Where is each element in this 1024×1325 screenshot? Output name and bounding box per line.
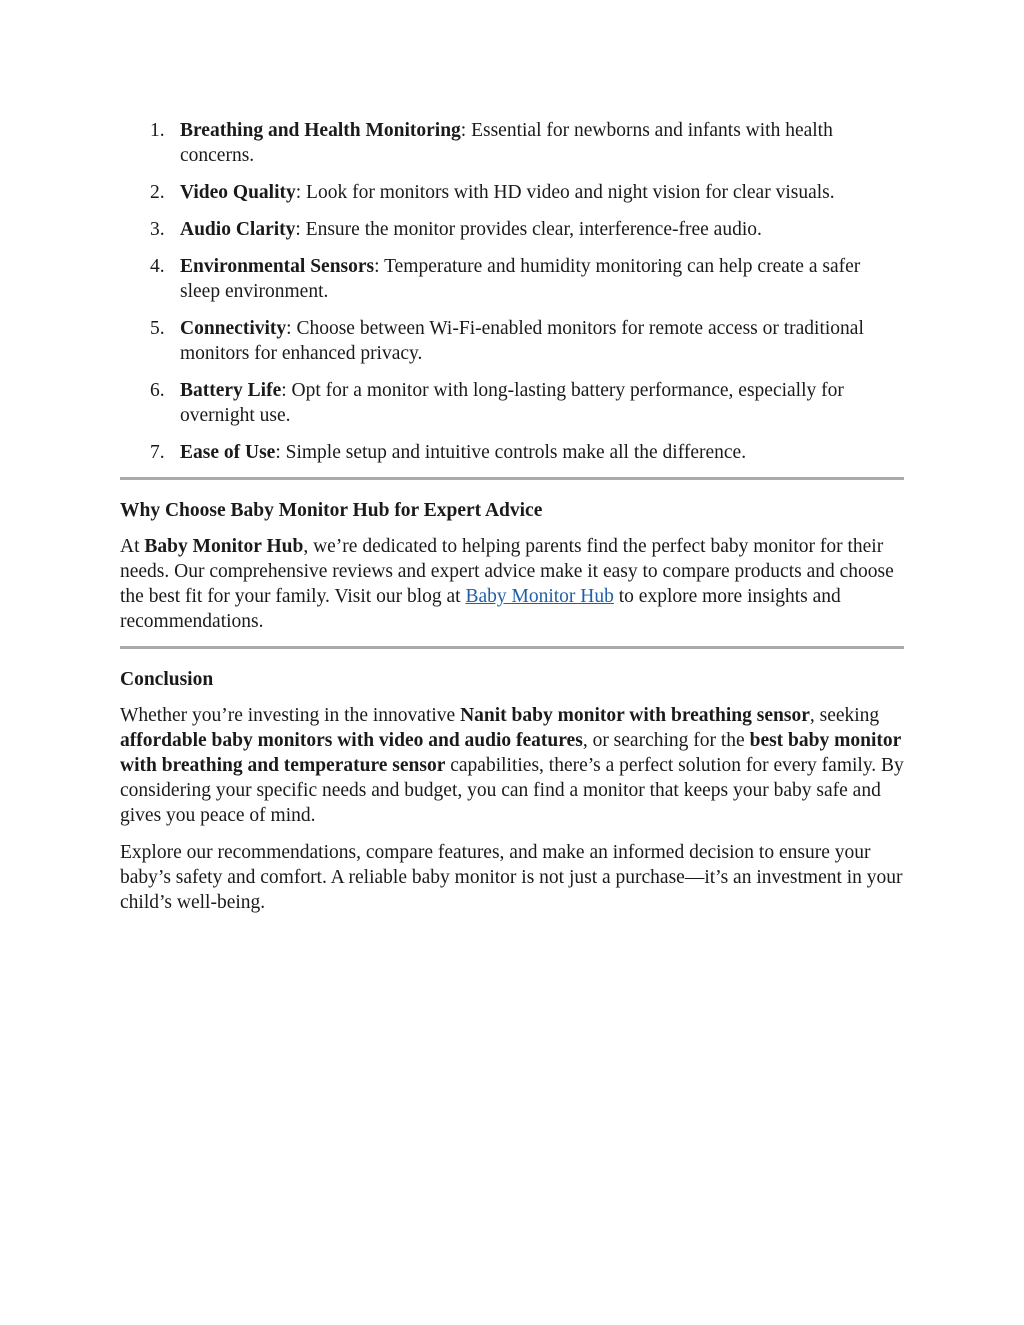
feature-text: : Look for monitors with HD video and night vision for clear visuals. — [295, 182, 835, 203]
blog-link[interactable]: Baby Monitor Hub — [465, 586, 614, 607]
why-paragraph — [120, 534, 904, 634]
conclusion-bold: affordable baby monitors with video and audio features — [120, 730, 583, 751]
list-item — [120, 440, 904, 465]
feature-text: : Opt for a monitor with long-lasting battery performance, especially for overnight use. — [180, 380, 844, 426]
why-pre: At — [120, 536, 145, 557]
list-item — [120, 118, 904, 168]
closing-paragraph: Explore our recommendations, compare features, and make an informed decision to ensure your baby’s safety and comfort. A reliable baby monitor is not just a purchase—it’s an investment in your child’s well-being. — [120, 842, 903, 913]
why-heading: Why Choose Baby Monitor Hub for Expert Advice — [120, 500, 543, 521]
list-item — [120, 180, 904, 205]
list-number: 5. — [150, 318, 165, 339]
list-number: 7. — [150, 442, 165, 463]
list-number: 4. — [150, 256, 165, 277]
conclusion-paragraph — [120, 703, 904, 828]
list-number: 3. — [150, 219, 165, 240]
brand-name: Baby Monitor Hub — [144, 536, 304, 557]
section-divider — [120, 477, 904, 480]
why-post: to explore more insights and recommendations. — [120, 586, 841, 632]
feature-list — [120, 118, 904, 465]
feature-title: Audio Clarity — [180, 219, 296, 240]
conclusion-text: capabilities, there’s a perfect solution for every family. By considering your specific needs and budget, you can find a monitor that keeps your baby safe and gives you peace of mind. — [120, 755, 904, 826]
feature-title: Breathing and Health Monitoring — [180, 120, 461, 141]
feature-text: : Temperature and humidity monitoring can help create a safer sleep environment. — [180, 256, 861, 302]
feature-text: : Essential for newborns and infants with health concerns. — [180, 120, 833, 166]
feature-title: Ease of Use — [180, 442, 276, 463]
list-item — [120, 217, 904, 242]
section-divider — [120, 646, 904, 649]
list-item — [120, 378, 904, 428]
feature-text: : Simple setup and intuitive controls make all the difference. — [275, 442, 747, 463]
list-number: 1. — [150, 120, 165, 141]
document-content — [120, 118, 904, 927]
why-body: , we’re dedicated to helping parents find the perfect baby monitor for their needs. Our comprehensive reviews and expert advice make it easy to compare products and choose the best fit for your family. Visit our blog at — [120, 536, 894, 607]
list-item — [120, 254, 904, 304]
conclusion-text: Whether you’re investing in the innovative — [120, 705, 461, 726]
list-number: 6. — [150, 380, 165, 401]
feature-title: Environmental Sensors — [180, 256, 375, 277]
feature-title: Battery Life — [180, 380, 282, 401]
conclusion-bold: best baby monitor with breathing and temperature sensor — [120, 730, 901, 776]
feature-title: Video Quality — [180, 182, 296, 203]
conclusion-text: , seeking — [809, 705, 880, 726]
feature-text: : Choose between Wi-Fi-enabled monitors for remote access or traditional monitors for enhanced privacy. — [180, 318, 864, 364]
conclusion-heading: Conclusion — [120, 669, 214, 690]
conclusion-bold: Nanit baby monitor with breathing sensor — [460, 705, 810, 726]
conclusion-text: , or searching for the — [582, 730, 750, 751]
list-number: 2. — [150, 182, 165, 203]
list-item — [120, 316, 904, 366]
feature-text: : Ensure the monitor provides clear, interference-free audio. — [295, 219, 762, 240]
feature-title: Connectivity — [180, 318, 287, 339]
